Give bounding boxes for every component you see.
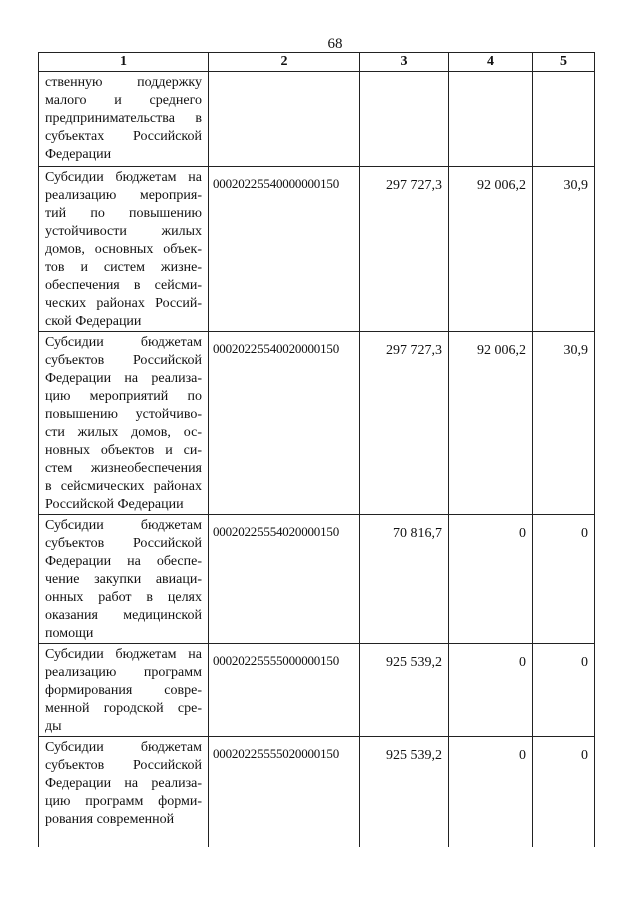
budget-code-cell: 00020225555020000150	[209, 737, 360, 848]
column-header-2: 2	[209, 53, 360, 72]
item-name-line: тий по повышению	[45, 206, 202, 221]
item-name-line: сти жилых домов, ос-	[45, 425, 202, 440]
item-name-line: субъектах Российской	[45, 129, 202, 144]
actual-amount-cell: 92 006,2	[449, 332, 533, 515]
budget-code-cell: 00020225540020000150	[209, 332, 360, 515]
table-row	[39, 72, 595, 167]
item-name-line: формирования совре-	[45, 683, 202, 698]
item-name-line: Федерации на обеспе-	[45, 554, 202, 569]
table-row	[39, 515, 595, 644]
item-name-line: Российской Федерации	[45, 497, 184, 512]
percent-cell: 30,9	[533, 332, 595, 515]
item-name-line: субъектов Российской	[45, 758, 202, 773]
actual-amount-cell: 0	[449, 737, 533, 848]
table-row	[39, 644, 595, 737]
item-name-line: чение закупки авиаци-	[45, 572, 202, 587]
actual-amount-cell: 0	[449, 644, 533, 737]
item-name-line: субъектов Российской	[45, 353, 202, 368]
item-name-line: реализацию программ	[45, 665, 202, 680]
item-name-line: цию мероприятий по	[45, 389, 202, 404]
column-header-4: 4	[449, 53, 533, 72]
budget-table	[38, 52, 595, 847]
table-row	[39, 737, 595, 848]
item-name-line: Федерации на реализа-	[45, 371, 202, 386]
actual-amount-cell: 0	[449, 515, 533, 644]
item-name-line: Федерации	[45, 147, 112, 162]
item-name-line: оказания медицинской	[45, 608, 202, 623]
item-name-line: Субсидии бюджетам	[45, 518, 202, 533]
planned-amount-cell: 925 539,2	[360, 737, 449, 848]
item-name-line: ческих районах Россий-	[45, 296, 202, 311]
item-name-line: Субсидии бюджетам на	[45, 170, 202, 185]
planned-amount-cell: 297 727,3	[360, 167, 449, 332]
budget-code-cell: 00020225555000000150	[209, 644, 360, 737]
item-name-cell	[39, 737, 209, 848]
item-name-line: предпринимательства в	[45, 111, 202, 126]
item-name-line: ской Федерации	[45, 314, 142, 329]
item-name-line: ственную поддержку	[45, 75, 202, 90]
percent-cell: 0	[533, 737, 595, 848]
percent-cell: 0	[533, 515, 595, 644]
actual-amount-cell: 92 006,2	[449, 167, 533, 332]
column-header-3: 3	[360, 53, 449, 72]
item-name-line: субъектов Российской	[45, 536, 202, 551]
item-name-line: Федерации на реализа-	[45, 776, 202, 791]
item-name-line: Субсидии бюджетам	[45, 335, 202, 350]
item-name-line: устойчивости жилых	[45, 224, 202, 239]
column-header-5: 5	[533, 53, 595, 72]
item-name-line: новных объектов и си-	[45, 443, 202, 458]
column-header-1: 1	[39, 53, 209, 72]
item-name-line: менной городской сре-	[45, 701, 202, 716]
planned-amount-cell	[360, 72, 449, 167]
item-name-line: рования современной	[45, 812, 175, 827]
item-name-cell	[39, 332, 209, 515]
item-name-line: домов, основных объек-	[45, 242, 202, 257]
item-name-cell	[39, 644, 209, 737]
item-name-line: помощи	[45, 626, 94, 641]
budget-code-cell: 00020225554020000150	[209, 515, 360, 644]
table-header-row	[39, 53, 595, 72]
planned-amount-cell: 297 727,3	[360, 332, 449, 515]
item-name-line: ды	[45, 719, 62, 734]
percent-cell	[533, 72, 595, 167]
item-name-line: Субсидии бюджетам	[45, 740, 202, 755]
item-name-line: онных работ в целях	[45, 590, 202, 605]
table-row	[39, 332, 595, 515]
planned-amount-cell: 70 816,7	[360, 515, 449, 644]
item-name-cell	[39, 72, 209, 167]
budget-code-cell	[209, 72, 360, 167]
item-name-line: малого и среднего	[45, 93, 202, 108]
percent-cell: 0	[533, 644, 595, 737]
item-name-line: цию программ форми-	[45, 794, 202, 809]
item-name-line: тов и систем жизне-	[45, 260, 202, 275]
percent-cell: 30,9	[533, 167, 595, 332]
table-row	[39, 167, 595, 332]
item-name-cell	[39, 167, 209, 332]
item-name-line: Субсидии бюджетам на	[45, 647, 202, 662]
item-name-line: повышению устойчиво-	[45, 407, 202, 422]
planned-amount-cell: 925 539,2	[360, 644, 449, 737]
actual-amount-cell	[449, 72, 533, 167]
item-name-line: в сейсмических районах	[45, 479, 202, 494]
budget-code-cell: 00020225540000000150	[209, 167, 360, 332]
item-name-line: обеспечения в сейсми-	[45, 278, 202, 293]
item-name-line: стем жизнеобеспечения	[45, 461, 202, 476]
item-name-line: реализацию мероприя-	[45, 188, 202, 203]
page-number: 68	[327, 36, 343, 52]
item-name-cell	[39, 515, 209, 644]
